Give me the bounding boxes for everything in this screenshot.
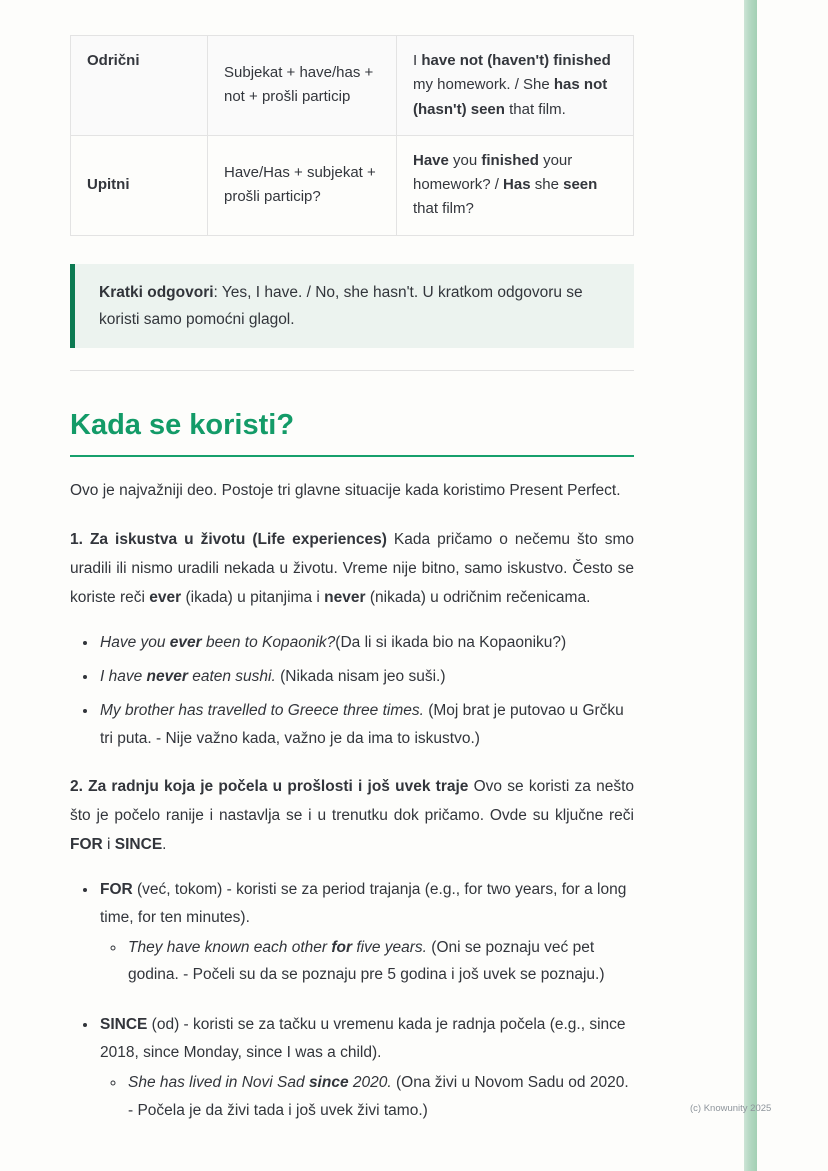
for-sub-list	[100, 934, 634, 990]
list-item-text: SINCE (od) - koristi se za tačku u vremenu kada je radnja počela (e.g., since 2018, since Monday, since I was a child).	[100, 1016, 626, 1062]
list-item: • My brother has travelled to Greece three times. (Moj brat je putovao u Grčku tri puta. - Nije važno kada, važno je da ima to iskustvo.)	[98, 697, 634, 753]
copyright-watermark: (c) Knowunity 2025	[690, 1103, 772, 1114]
intro-paragraph: Ovo je najvažniji deo. Postoje tri glavne situacije kada koristimo Present Perfect.	[70, 482, 621, 500]
list-item-text: FOR (već, tokom) - koristi se za period trajanja (e.g., for two years, for a long time, for ten minutes).	[100, 880, 627, 926]
row-structure: Subjekat + have/has + not + prošli particip	[208, 36, 397, 136]
list-item: • I have never eaten sushi. (Nikada nisam jeo suši.)	[98, 663, 634, 691]
section-divider	[70, 370, 634, 371]
table-row-odricni	[71, 36, 634, 136]
table-row-upitni	[71, 135, 634, 235]
list-item-for	[98, 876, 634, 990]
for-since-list	[70, 876, 634, 1125]
since-sub-list	[100, 1069, 634, 1125]
section-heading: Kada se koristi?	[70, 407, 634, 457]
list-item: • Have you ever been to Kopaonik?(Da li si ikada bio na Kopaoniku?)	[98, 629, 634, 657]
verb-forms-table	[70, 35, 634, 236]
duration-paragraph: 2. Za radnju koja je počela u prošlosti i još uvek traje Ovo se koristi za nešto što je počelo ranije i nastavlja se i u trenutku dok pričamo. Ovde su ključne reči FOR i SINCE.	[70, 777, 635, 853]
callout-text: Kratki odgovori: Yes, I have. / No, she hasn't. U kratkom odgovoru se koristi samo pomoćni glagol.	[99, 283, 583, 328]
sub-list-item: ◦ She has lived in Novi Sad since 2020. (Ona živi u Novom Sadu od 2020. - Počela je da živi tada i još uvek živi tamo.)	[126, 1069, 634, 1125]
sub-list-item: ◦ They have known each other for five years. (Oni se poznaju već pet godina. - Počeli su da se poznaju pre 5 godina i još uvek se poznaju.)	[126, 934, 634, 990]
row-label: Odrični	[71, 36, 208, 136]
list-item-since	[98, 1011, 634, 1125]
short-answers-callout	[70, 264, 634, 348]
row-example: Have you finished your homework? / Has she seen that film?	[397, 135, 634, 235]
experiences-list	[70, 629, 634, 753]
page-edge-stripe	[744, 0, 757, 1171]
row-structure: Have/Has + subjekat + prošli particip?	[208, 135, 397, 235]
row-label: Upitni	[71, 135, 208, 235]
experiences-paragraph: 1. Za iskustva u životu (Life experiences) Kada pričamo o nečemu što smo uradili ili nismo uradili nekada u životu. Vreme nije bitno, samo iskustvo. Često se koriste reči ever (ikada) u pitanjima i never (nikada) u odričnim rečenicama.	[70, 531, 634, 607]
row-example: I have not (haven't) finished my homework. / She has not (hasn't) seen that film.	[397, 36, 634, 136]
document-content	[70, 35, 634, 1127]
